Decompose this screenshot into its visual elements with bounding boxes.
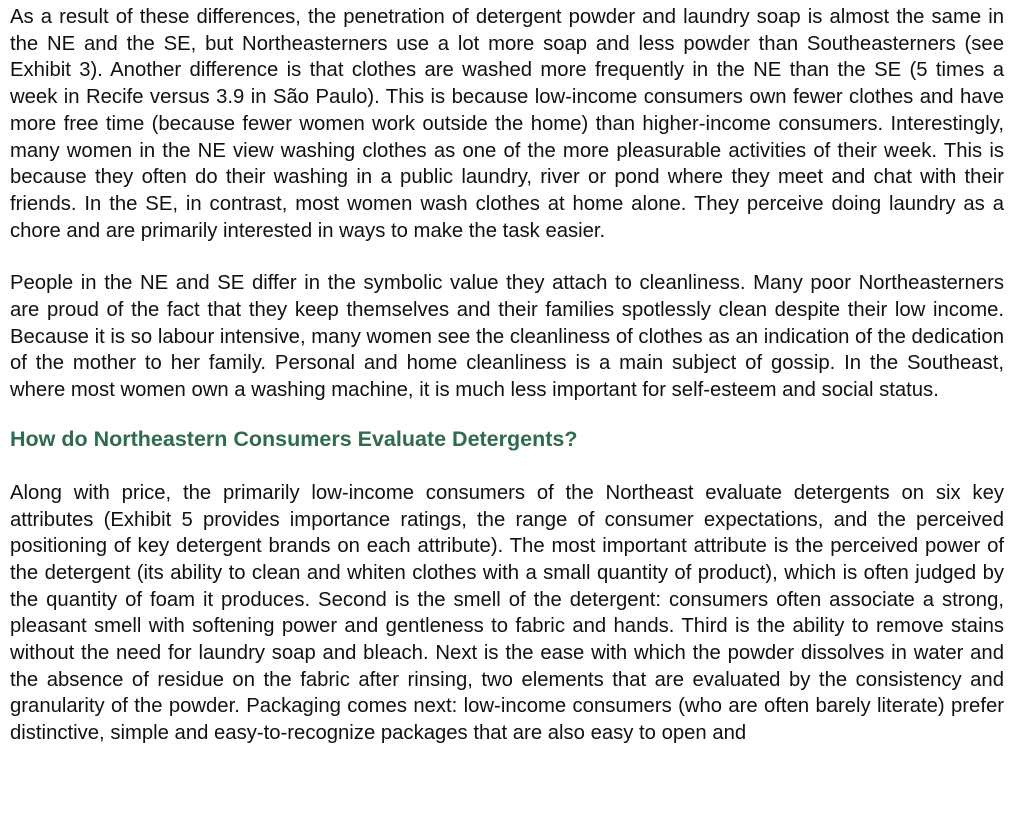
paragraph-cleanliness-symbolism: People in the NE and SE differ in the symbolic value they attach to cleanliness. Many poor Northeasterners are proud of the fact that they keep themselves and their families spotlessly clean despite their low income. Because it is so labour intensive, many women see the cleanliness of clothes as an indication of the dedication of the mother to her family. Personal and home cleanliness is a main subject of gossip. In the Southeast, where most women own a washing machine, it is much less important for self-esteem and social status. xyxy=(10,272,1004,402)
paragraph-detergent-evaluation: Along with price, the primarily low-income consumers of the Northeast evaluate detergents on six key attributes (Exhibit 5 provides importance ratings, the range of consumer expectations, and the perceived positioning of key detergent brands on each attribute). The most important attribute is the perceived power of the detergent (its ability to clean and whiten clothes with a small quantity of product), which is often judged by the quantity of foam it produces. Second is the smell of the detergent: consumers often associate a strong, pleasant smell with softening power and gentleness to fabric and hands. Third is the ability to remove stains without the need for laundry soap and bleach. Next is the ease with which the powder dissolves in water and the absence of residue on the fabric after rinsing, two elements that are evaluated by the consistency and granularity of the powder. Packaging comes next: low-income consumers (who are often barely literate) prefer distinctive, simple and easy-to-recognize packages that are also easy to open and xyxy=(10,481,1004,745)
paragraph-regional-differences: As a result of these differences, the penetration of detergent powder and laundry soap is almost the same in the NE and the SE, but Northeasterners use a lot more soap and less powder than Southeasterners (see Exhibit 3). Another difference is that clothes are washed more frequently in the NE than the SE (5 times a week in Recife versus 3.9 in São Paulo). This is because low-income consumers own fewer clothes and have more free time (because fewer women work outside the home) than higher-income consumers. Interestingly, many women in the NE view washing clothes as one of the more pleasurable activities of their week. This is because they often do their washing in a public laundry, river or pond where they meet and chat with their friends. In the SE, in contrast, most women wash clothes at home alone. They perceive doing laundry as a chore and are primarily interested in ways to make the task easier. xyxy=(10,6,1004,242)
document-page xyxy=(10,4,1004,747)
section-heading: How do Northeastern Consumers Evaluate Detergents? xyxy=(10,426,578,451)
